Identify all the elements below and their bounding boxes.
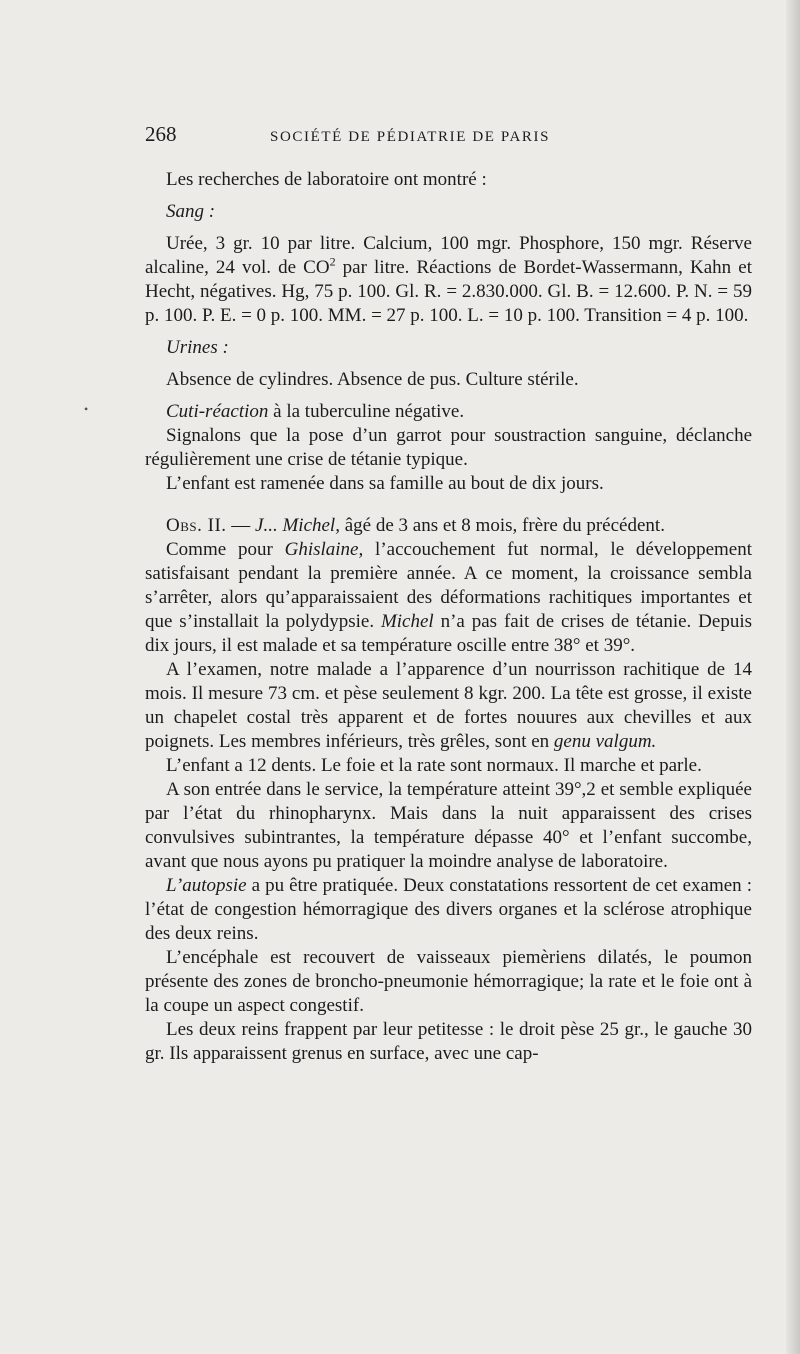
paragraph-urine-results: Absence de cylindres. Absence de pus. Culture stérile. [166,369,579,390]
paragraph-blood-results [145,232,752,328]
cuti-reaction-text: à la tuberculine négative. [268,401,465,422]
autopsy-text: a pu être pratiquée. Deux constatations ressortent de cet examen : l’état de congestion hémorragique des divers organes et la sclérose atrophique des deux reins. [145,875,752,944]
paragraph-kidneys: Les deux reins frappent par leur petitesse : le droit pèse 25 gr., le gauche 30 gr. Ils apparaissent grenus en surface, avec une cap- [145,1019,752,1064]
obs-dash: — [226,515,256,536]
examination-text: A l’examen, notre malade a l’apparence d’un nourrisson rachitique de 14 mois. Il mesure 73 cm. et pèse seulement 8 kgr. 200. La tête est grosse, il existe un chapelet costal très apparent et de fortes nouures aux chevilles et aux poignets. Les membres inférieurs, très grêles, sont en [145,659,752,752]
autopsy-term: L’autopsie [166,875,247,896]
obs-ii-text: âgé de 3 ans et 8 mois, frère du précédent. [339,515,665,536]
obs-label: Obs. II. [166,515,227,536]
genu-valgum-term: genu valgum. [553,731,657,752]
heading-sang: Sang : [166,201,216,222]
paragraph-garrot: Signalons que la pose d’un garrot pour soustraction sanguine, déclanche régulièrement une crise de tétanie typique. [145,425,752,470]
history-text-c: n’a pas fait de crises de tétanie. Depuis dix jours, il est malade et sa température oscille entre 38° et 39°. [145,611,752,656]
history-text-b: l’accouchement fut normal, le développement satisfaisant pendant la première année. A ce moment, la croissance sembla s’arrêter, alors qu’apparaissaient des déformations rachitiques importantes et que s’installait la polydypsie. [145,539,752,632]
blood-results-text-b: par litre. Réactions de Bordet-Wassermann, Kahn et Hecht, négatives. Hg, 75 p. 100. Gl. R. = 2.830.000. Gl. B. = 12.600. P. N. = 59 p. 100. P. E. = 0 p. 100. MM. = 27 p. 100. L. = 10 p. 100. Transition = 4 p. 100. [145,257,752,326]
patient-name: J... Michel, [255,515,340,536]
document-page [145,122,752,1066]
paragraph-obs-ii [145,514,752,538]
margin-mark: • [84,402,89,416]
page-number: 268 [145,122,177,146]
paragraph-history [145,538,752,658]
cuti-reaction-term: Cuti-réaction [166,401,269,422]
paragraph-autopsy [145,874,752,946]
paragraph-admission: A son entrée dans le service, la température atteint 39°,2 et semble expliquée par l’état du rhinopharynx. Mais dans la nuit apparaissent des crises convulsives subintrantes, la température dépasse 40° et l’enfant succombe, avant que nous ayons pu pratiquer la moindre analyse de laboratoire. [145,779,752,872]
journal-title: SOCIÉTÉ DE PÉDIATRIE DE PARIS [270,129,551,145]
heading-urines: Urines : [166,337,229,358]
paragraph-examination [145,658,752,754]
running-header [145,122,752,150]
history-text-a: Comme pour [166,539,285,560]
paragraph-lab-intro: Les recherches de laboratoire ont montré : [166,169,487,190]
paragraph-cuti-reaction [145,400,752,424]
co2-superscript: 2 [329,254,336,269]
page-edge-shadow [786,0,800,1354]
paragraph-teeth: L’enfant a 12 dents. Le foie et la rate sont normaux. Il marche et parle. [166,755,702,776]
name-ghislaine: Ghislaine, [284,539,364,560]
paragraph-encephale: L’encéphale est recouvert de vaisseaux piemèriens dilatés, le poumon présente des zones de broncho-pneumonie hémorragique; la rate et le foie ont à la coupe un aspect congestif. [145,947,752,1016]
paragraph-discharge: L’enfant est ramenée dans sa famille au bout de dix jours. [166,473,604,494]
blood-results-text-a: Urée, 3 gr. 10 par litre. Calcium, 100 mgr. Phosphore, 150 mgr. Réserve alcaline, 24 vol. de CO [145,233,752,278]
name-michel: Michel [380,611,434,632]
